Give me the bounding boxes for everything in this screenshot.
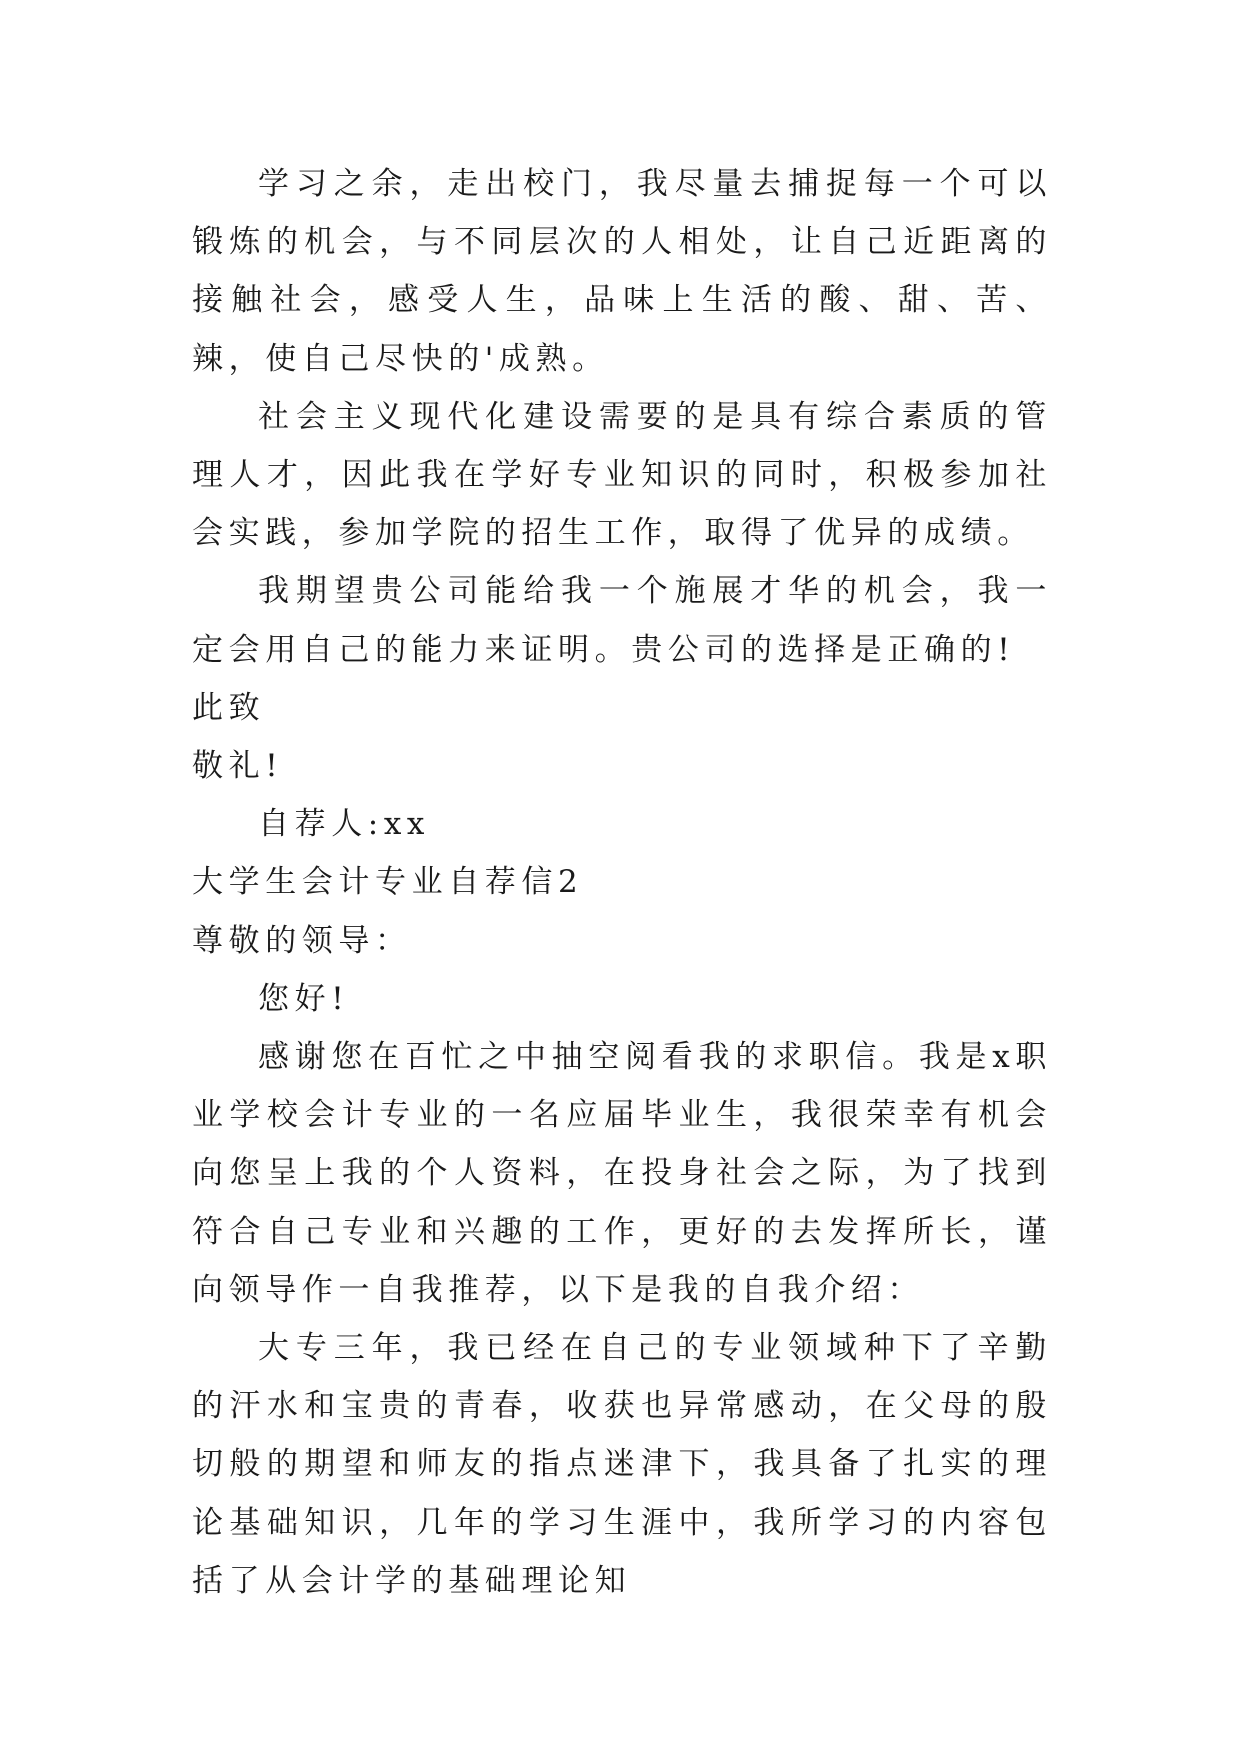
closing-salute: 敬礼! (192, 748, 284, 785)
paragraph-studies: 大专三年，我已经在自己的专业领域种下了辛勤的汗水和宝贵的青春，收获也异常感动，在父母的殷切般的期望和师友的指点迷津下，我具备了扎实的理论基础知识，几年的学习生涯中，我所学习的内容包括了从会计学的基础理论知 (192, 1330, 1052, 1599)
paragraph-request: 我期望贵公司能给我一个施展才华的机会，我一定会用自己的能力来证明。贵公司的选择是正确的! (192, 573, 1052, 668)
signature: 自荐人:xx (258, 806, 431, 843)
letter-2-title: 大学生会计专业自荐信2 (192, 864, 584, 901)
document-body (192, 155, 1052, 1610)
salutation: 尊敬的领导： (192, 922, 412, 959)
paragraph-introduction: 感谢您在百忙之中抽空阅看我的求职信。我是x职业学校会计专业的一名应届毕业生，我很荣幸有机会向您呈上我的个人资料，在投身社会之际，为了找到符合自己专业和兴趣的工作，更好的去发挥所长，谨向领导作一自我推荐，以下是我的自我介绍： (192, 1039, 1052, 1308)
closing-regards: 此致 (192, 689, 266, 726)
paragraph-extracurricular: 学习之余，走出校门，我尽量去捕捉每一个可以锻炼的机会，与不同层次的人相处，让自己近距离的接触社会，感受人生，品味上生活的酸、甜、苦、辣，使自己尽快的'成熟。 (192, 166, 1052, 377)
paragraph-social-practice: 社会主义现代化建设需要的是具有综合素质的管理人才，因此我在学好专业知识的同时，积极参加社会实践，参加学院的招生工作，取得了优异的成绩。 (192, 398, 1052, 552)
greeting: 您好! (258, 980, 350, 1017)
